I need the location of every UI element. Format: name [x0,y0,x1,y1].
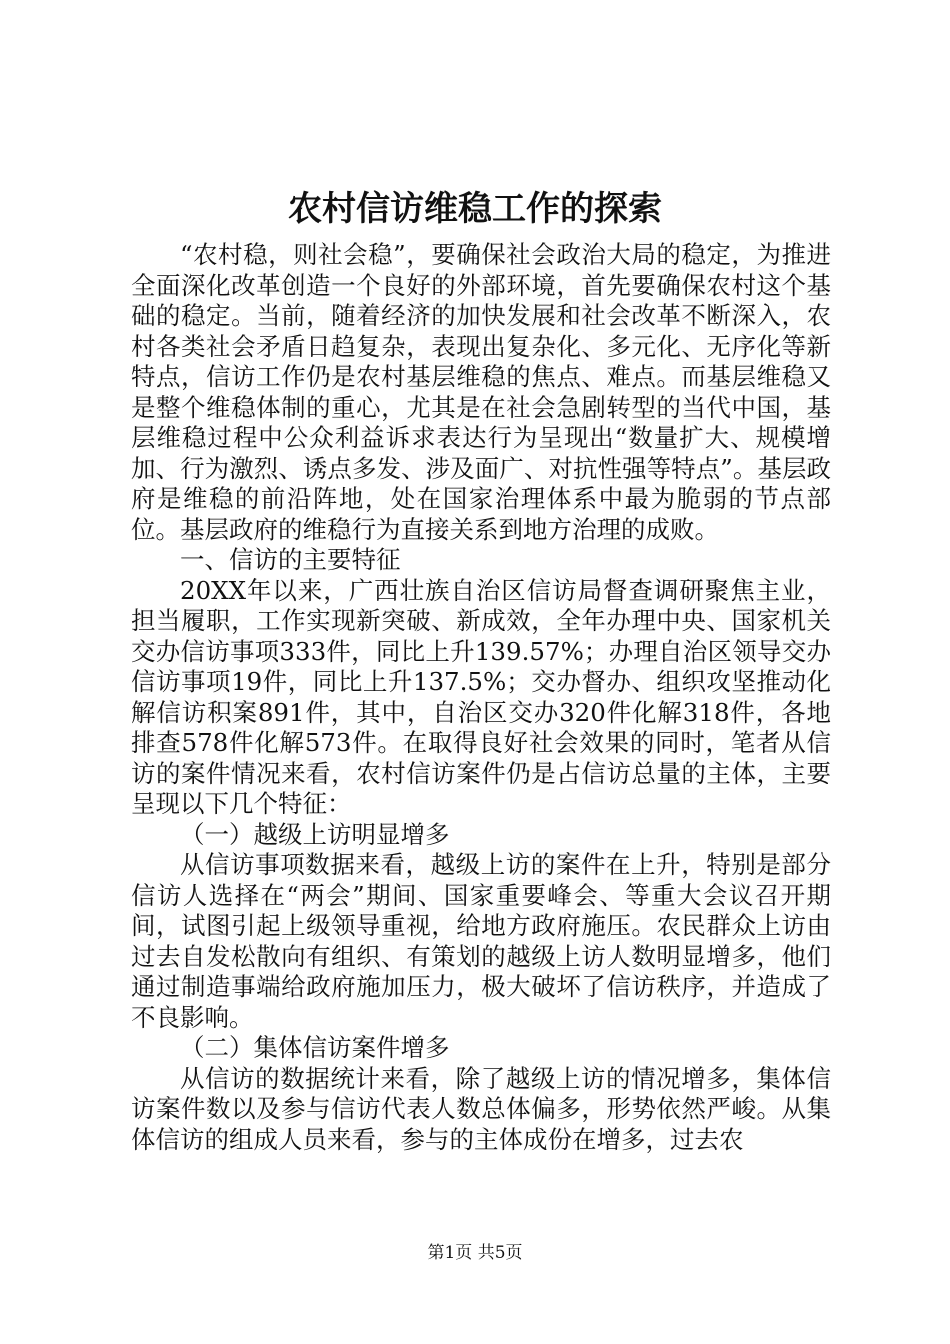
document-body [131,240,831,1155]
paragraph-escalated-petitions: 从信访事项数据来看，越级上访的案件在上升，特别是部分信访人选择在“两会”期间、国家重要峰会、等重大会议召开期间，试图引起上级领导重视，给地方政府施压。农民群众上访由过去自发松散向有组织、有策划的越级上访人数明显增多，他们通过制造事端给政府施加压力，极大破坏了信访秩序，并造成了不良影响。 [131,850,831,1032]
document-title: 农村信访维稳工作的探索 [288,189,662,229]
section-heading-1: 一、信访的主要特征 [180,545,401,574]
page-footer: 第1页 共5页 [427,1243,523,1263]
subsection-heading-1: （一）越级上访明显增多 [180,819,450,849]
paragraph-statistics: 20XX年以来，广西壮族自治区信访局督查调研聚焦主业，担当履职，工作实现新突破、新成效，全年办理中央、国家机关交办信访事项333件，同比上升139.57%；办理自治区领导交办信访事项19件，同比上升137.5%；交办督办、组织攻坚推动化解信访积案891件，其中，自治区交办320件化解318件，各地排查578件化解573件。在取得良好社会效果的同时，笔者从信访的案件情况来看，农村信访案件仍是占信访总量的主体，主要呈现以下几个特征： [131,575,831,818]
paragraph-collective-petitions: 从信访的数据统计来看，除了越级上访的情况增多，集体信访案件数以及参与信访代表人数总体偏多，形势依然严峻。从集体信访的组成人员来看，参与的主体成份在增多，过去农 [131,1063,831,1154]
subsection-heading-2: （二）集体信访案件增多 [180,1033,450,1062]
paragraph-intro: “农村稳，则社会稳”，要确保社会政治大局的稳定，为推进全面深化改革创造一个良好的外部环境，首先要确保农村这个基础的稳定。当前，随着经济的加快发展和社会改革不断深入，农村各类社会矛盾日趋复杂，表现出复杂化、多元化、无序化等新特点，信访工作仍是农村基层维稳的焦点、难点。而基层维稳又是整个维稳体制的重心，尤其是在社会急剧转型的当代中国，基层维稳过程中公众利益诉求表达行为呈现出“数量扩大、规模增加、行为激烈、诱点多发、涉及面广、对抗性强等特点”。基层政府是维稳的前沿阵地，处在国家治理体系中最为脆弱的节点部位。基层政府的维稳行为直接关系到地方治理的成败。 [131,240,831,544]
